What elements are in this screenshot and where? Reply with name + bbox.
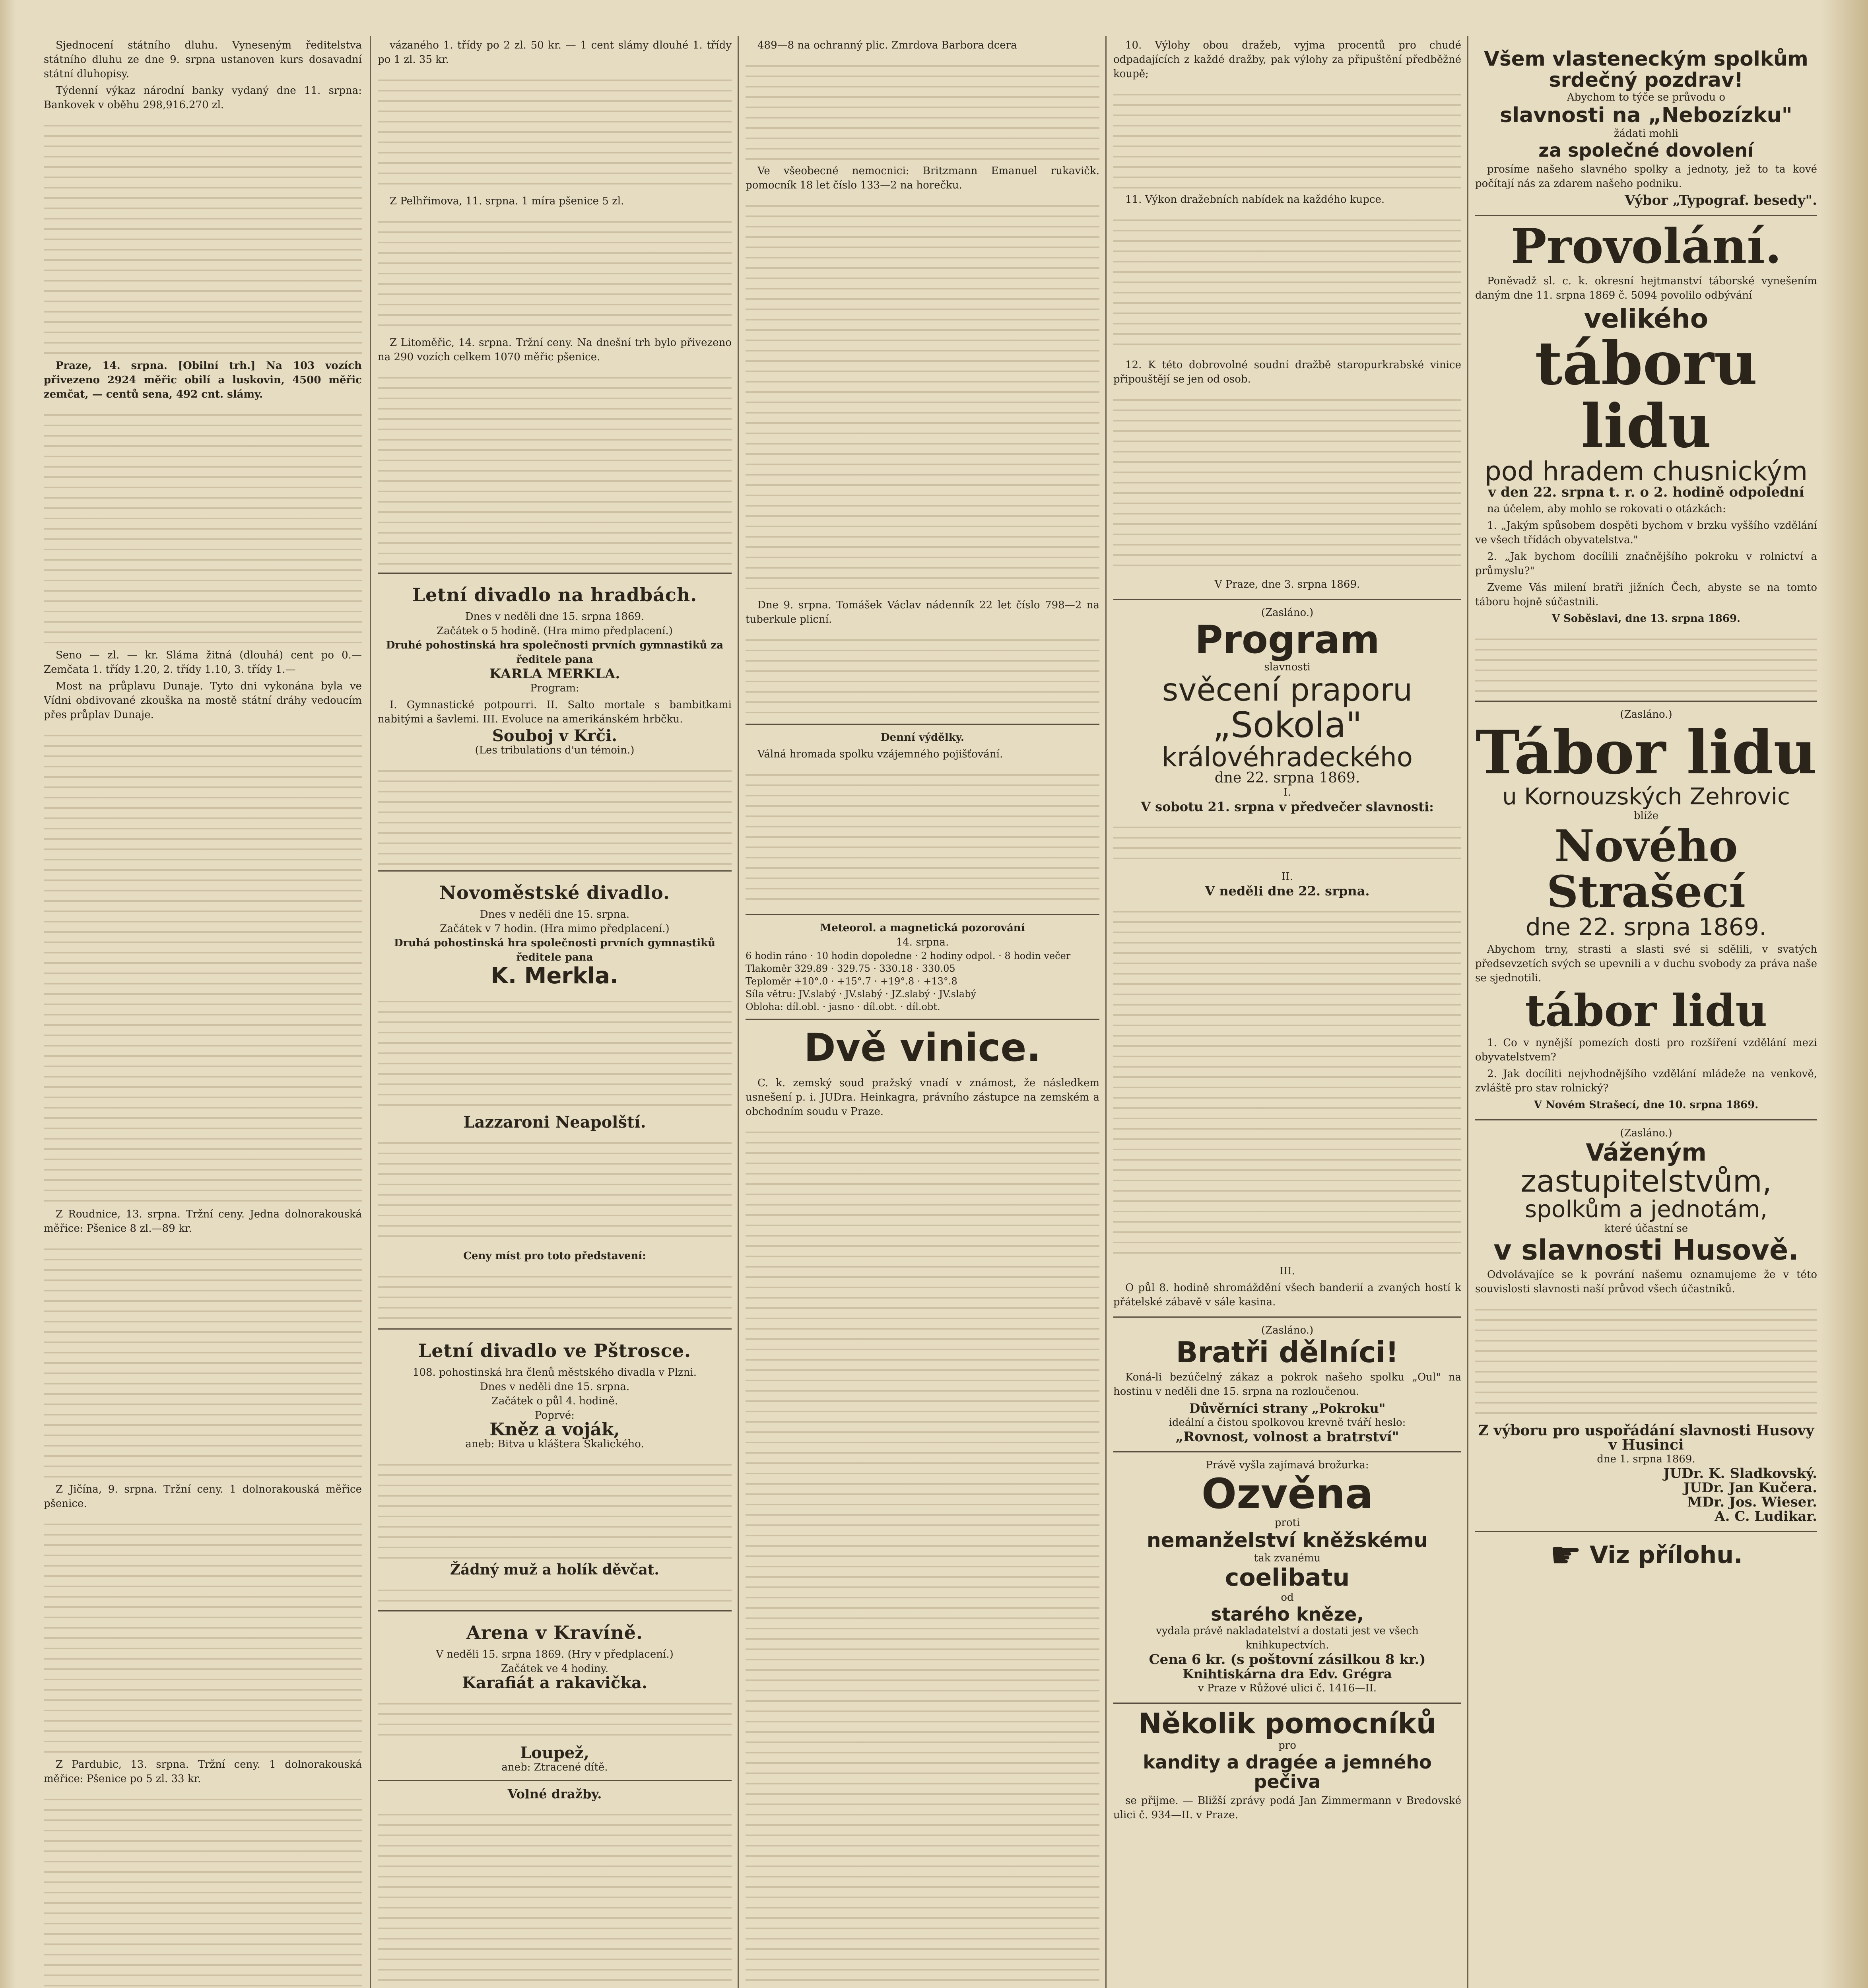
pointing-hand-icon: ☛	[1550, 1534, 1582, 1576]
weather-title: Meteorol. a magnetická pozorování	[820, 922, 1025, 934]
play-subtitle: aneb: Ztracené dítě.	[501, 1761, 608, 1773]
play-title: Kněz a voják,	[489, 1419, 620, 1440]
ad-motto: „Rovnost, volnost a bratrství"	[1175, 1429, 1399, 1445]
divider	[378, 1610, 732, 1611]
ad-line: pečiva	[1254, 1771, 1321, 1792]
section-number: II.	[1282, 871, 1293, 883]
text-block	[378, 1805, 732, 1988]
text-block	[44, 1515, 362, 1753]
ad-text: Právě vyšla zajímavá brožurka:	[1206, 1459, 1369, 1471]
ad-text: prosíme našeho slavného spolky a jednoty, jež to ta kové počítají nás za zdarem našeho podniku.	[1475, 163, 1817, 190]
ad-text: které účastní se	[1604, 1223, 1688, 1235]
ad-title: Všem vlasteneckým spolkům	[1484, 47, 1808, 70]
text-block	[378, 761, 732, 865]
divider	[378, 1328, 732, 1330]
notice-title: Dvě vinice.	[804, 1025, 1041, 1070]
performer-name: KARLA MERKLA.	[489, 666, 620, 682]
ad-title: Provolání.	[1511, 218, 1782, 274]
ad-title: Tábor lidu	[1475, 718, 1817, 788]
column-5	[1475, 36, 1817, 1988]
ad-title: Program	[1195, 617, 1380, 662]
ad-line: „Sokola"	[1212, 704, 1362, 746]
theatre-date: Dnes v neděli dne 15. srpna 1869.	[465, 611, 645, 623]
weather-row: Tlakoměr 329.89 · 329.75 · 330.18 · 330.05	[746, 963, 955, 974]
ad-heading: Z výboru pro uspořádání slavnosti Husovy v Husinci	[1478, 1422, 1814, 1453]
program-label: Program:	[530, 682, 579, 694]
text-block	[1475, 1300, 1817, 1419]
theatre-title: Letní divadlo ve Pštrosce.	[418, 1340, 691, 1361]
text-block	[378, 1581, 732, 1605]
ad-text: Zveme Vás milení bratři jižních Čech, abyste se na tomto táboru hojně súčastnili.	[1475, 582, 1817, 608]
price-heading: Ceny míst pro toto představení:	[463, 1250, 646, 1262]
weather-row: Obloha: díl.obl. · jasno · díl.obt. · díl.obt.	[746, 1001, 940, 1012]
ad-line: Nového Strašecí	[1546, 820, 1746, 918]
column-3	[746, 36, 1099, 1988]
text-block	[378, 1267, 732, 1323]
ad-line: Váženým	[1586, 1139, 1707, 1167]
ad-date: dne 22. srpna 1869.	[1525, 913, 1767, 941]
text-block	[1113, 211, 1461, 354]
page-edge	[1820, 0, 1868, 1988]
ad-date: dne 22. srpna 1869.	[1214, 770, 1360, 786]
theatre-time: Začátek o půl 4. hodině.	[491, 1395, 618, 1407]
ad-text: na účelem, aby mohlo se rokovati o otázkách:	[1487, 503, 1726, 515]
supplement-label: Viz přílohu.	[1589, 1541, 1743, 1569]
signature-line: V Praze, dne 3. srpna 1869.	[1214, 579, 1360, 590]
market-report: Z Roudnice, 13. srpna. Tržní ceny. Jedna dolnorakouská měřice: Pšenice 8 zl.—89 kr.	[44, 1208, 362, 1235]
zaslano-label: (Zasláno.)	[1261, 1324, 1314, 1337]
ad-signature: JUDr. Jan Kučera.	[1684, 1479, 1817, 1496]
ad-text: tak zvanému	[1254, 1552, 1321, 1564]
pomocnik-ad	[1113, 1703, 1461, 1822]
divider	[378, 573, 732, 574]
theatre-time: Začátek v 7 hodin. (Hra mimo předplacení.)	[440, 923, 670, 935]
bratri-ad	[1113, 1316, 1461, 1444]
news-paragraph: Válná hromada spolku vzájemného pojišťování.	[757, 748, 1003, 760]
text-block	[1113, 818, 1461, 866]
news-paragraph: 12. K této dobrovolné soudní dražbě staropurkrabské vinice připouštějí se jen od osob.	[1113, 359, 1461, 385]
ad-heading: V sobotu 21. srpna v předvečer slavnosti:	[1141, 799, 1434, 815]
news-paragraph: Ve všeobecné nemocnici: Britzmann Emanuel rukavičk. pomocník 18 let číslo 133—2 na horečku.	[746, 165, 1099, 191]
ad-signature: V Novém Strašecí, dne 10. srpna 1869.	[1534, 1099, 1759, 1111]
ad-text: 1. Co v nynější pomezích dosti pro rozšíření vzdělání mezi obyvatelstvem?	[1475, 1037, 1817, 1064]
ad-line: svěcení praporu	[1162, 672, 1413, 708]
text-block	[44, 1240, 362, 1478]
first-label: Poprvé:	[534, 1409, 575, 1421]
divider	[378, 870, 732, 872]
section-number: I.	[1284, 786, 1291, 799]
column-rule	[1105, 36, 1107, 1988]
ad-text: Poněvadž sl. c. k. okresní hejtmanství táborské vynešením daným dne 11. srpna 1869 č. 5094 povolilo odbývání	[1475, 275, 1817, 301]
ad-text: se přijme. — Bližší zprávy podá Jan Zimmermann v Bredovské ulici č. 934—II. v Praze.	[1113, 1795, 1461, 1821]
ad-title: srdečný pozdrav!	[1549, 68, 1744, 91]
ad-line: slavnosti na „Nebozízku"	[1500, 103, 1792, 127]
column-4	[1113, 36, 1461, 1988]
theatre-date: V neděli 15. srpna 1869. (Hry v předplacení.)	[436, 1648, 674, 1660]
divider	[746, 724, 1099, 725]
ad-shop: Knihtiskárna dra Edv. Grégra	[1183, 1666, 1392, 1681]
ad-signature: JUDr. K. Sladkovský.	[1663, 1465, 1817, 1481]
news-paragraph: Dne 9. srpna. Tomášek Václav nádenník 22 let číslo 798—2 na tuberkule plicní.	[746, 599, 1099, 625]
text-block	[378, 212, 732, 332]
news-paragraph: C. k. zemský soud pražský vnadí v známost, že následkem usnešení p. i. JUDra. Heinkagra, právního zástupce na zemském a obchodním soudu v Praze.	[746, 1077, 1099, 1118]
theatre-title: Novoměstské divadlo.	[439, 882, 670, 903]
text-block	[44, 116, 362, 355]
price-table	[44, 406, 362, 644]
ad-text: 2. „Jak bychom docílili značnějšího pokroku v rolnictví a průmyslu?"	[1475, 551, 1817, 577]
ad-title: Bratři dělníci!	[1176, 1336, 1399, 1369]
text-block	[378, 368, 732, 567]
news-paragraph: Seno — zl. — kr. Sláma žitná (dlouhá) cent po 0.— Zemčata 1. třídy 1.20, 2. třídy 1.10, 3. třídy 1.—	[44, 649, 362, 676]
weather-day: 14. srpna.	[896, 936, 949, 948]
theatre-title: Letní divadlo na hradbách.	[412, 584, 697, 606]
column-2	[378, 36, 732, 1988]
weather-row: 6 hodin ráno · 10 hodin dopoledne · 2 hodiny odpol. · 8 hodin večer	[746, 950, 1071, 961]
ad-signature: V Soběslavi, dne 13. srpna 1869.	[1551, 613, 1741, 625]
ad-text: od	[1281, 1591, 1294, 1604]
theatre-time: Začátek ve 4 hodiny.	[501, 1662, 609, 1675]
text-block	[44, 1790, 362, 1988]
page-fold	[0, 0, 16, 1988]
ad-title: Ozvěna	[1201, 1469, 1373, 1518]
play-title: Žádný muž a holík děvčat.	[450, 1561, 659, 1578]
divider	[378, 1780, 732, 1781]
ad-text: žádati mohli	[1614, 127, 1679, 140]
ad-line: kandity a dragée a jemného	[1143, 1751, 1432, 1773]
ad-date: v den 22. srpna t. r. o 2. hodině odpolední	[1488, 484, 1804, 501]
theatre-event: Druhé pohostinská hra společnosti prvních gymnastiků za ředitele pana	[386, 639, 724, 666]
news-paragraph: vázaného 1. třídy po 2 zl. 50 kr. — 1 cent slámy dlouhé 1. třídy po 1 zl. 35 kr.	[378, 39, 732, 66]
program-items: I. Gymnastické potpourri. II. Salto mortale s bambitkami nabitými a šavlemi. III. Evoluce na amerikánském hrbčku.	[378, 699, 732, 725]
text-block	[1475, 630, 1817, 693]
text-block	[1113, 902, 1461, 1260]
theatre-time: Začátek o 5 hodině. (Hra mimo předplacení.)	[437, 625, 673, 637]
ad-line: za společné dovolení	[1538, 139, 1754, 161]
ad-price: Cena 6 kr. (s poštovní zásilkou 8 kr.)	[1149, 1651, 1426, 1668]
news-paragraph: 489—8 na ochranný plic. Zmrdova Barbora dcera	[757, 39, 1017, 51]
column-rule	[738, 36, 739, 1988]
ad-line: velikého	[1584, 303, 1709, 334]
market-report: Praze, 14. srpna. [Obilní trh.] Na 103 vozích přivezeno 2924 měřic obilí a luskovin, 4500 měřic zemčat, — centů sena, 492 cnt. slámy.	[44, 360, 362, 400]
ad-title: táboru lidu	[1535, 328, 1757, 461]
market-report: Z Pardubic, 13. srpna. Tržní ceny. 1 dolnorakouská měřice: Pšenice po 5 zl. 33 kr.	[44, 1759, 362, 1785]
ozvena-ad	[1113, 1451, 1461, 1695]
text-block	[378, 1134, 732, 1245]
tabor-ad	[1475, 701, 1817, 1112]
ad-signature: Výbor „Typograf. besedy".	[1625, 192, 1817, 208]
greeting-ad	[1475, 43, 1817, 208]
theatre-title: Arena v Kravíně.	[466, 1621, 643, 1643]
ad-line: tábor lidu	[1525, 984, 1767, 1036]
ad-text: blíže	[1633, 810, 1659, 822]
ad-line: coelibatu	[1225, 1563, 1350, 1592]
weather-row: Síla větru: JV.slabý · JV.slabý · JZ.slabý · JV.slabý	[746, 988, 976, 1000]
ad-text: Abychom to týče se průvodu o	[1567, 91, 1726, 103]
market-report: Z Litoměřic, 14. srpna. Tržní ceny. Na dnešní trh bylo přivezeno na 290 vozích celkem 1070 měřic pšenice.	[378, 337, 732, 363]
play-title: Souboj v Krči.	[492, 726, 617, 745]
ad-line: spolkům a jednotám,	[1524, 1196, 1768, 1223]
ad-heading: V neděli dne 22. srpna.	[1205, 883, 1370, 899]
zaslano-label: (Zasláno.)	[1620, 709, 1672, 721]
ad-line: starého kněze,	[1211, 1603, 1364, 1625]
ad-text: 2. Jak docíliti nejvhodnějšího vzdělání mládeže na venkově, zvláště pro stav rolnický?	[1475, 1068, 1817, 1095]
section-heading: Denní výdělky.	[881, 732, 964, 744]
performer-name: K. Merkla.	[491, 963, 619, 989]
theatre-event: Druhá pohostinská hra společnosti prvních gymnastiků ředitele pana	[394, 937, 715, 963]
hus-ad	[1475, 1119, 1817, 1523]
ad-text: proti	[1274, 1517, 1300, 1529]
ad-signature: MDr. Jos. Wieser.	[1687, 1494, 1817, 1510]
text-block	[1113, 390, 1461, 573]
divider	[746, 1019, 1099, 1020]
text-block	[746, 196, 1099, 594]
ad-line: pod hradem chusnickým	[1484, 456, 1808, 487]
column-rule	[1467, 36, 1468, 1988]
play-title: Lazzaroni Neapolští.	[463, 1112, 646, 1132]
ad-line: královéhradeckého	[1161, 742, 1413, 773]
zaslano-label: (Zasláno.)	[1620, 1127, 1672, 1140]
ad-address: v Praze v Růžové ulici č. 1416—II.	[1198, 1682, 1377, 1694]
ad-text: 1. „Jakým spůsobem dospěti bychom v brzku vyššího vzdělání ve všech třídách obyvatelstva."	[1475, 520, 1817, 546]
text-block	[746, 765, 1099, 909]
ad-title: Několik pomocníků	[1138, 1707, 1436, 1740]
play-title: Loupež,	[520, 1743, 589, 1762]
news-paragraph: Týdenní výkaz národní banky vydaný dne 11. srpna: Bankovek v oběhu 298,916.270 zl.	[44, 85, 362, 111]
ad-line: v slavnosti Husově.	[1493, 1234, 1799, 1267]
ad-line: zastupitelstvům,	[1520, 1163, 1772, 1199]
ad-text: Abychom trny, strasti a slasti své si sdělili, v svatých předsevzetích svých se upevnili a v duchu svobody za práva naše se sjednotili.	[1475, 943, 1817, 984]
play-subtitle: aneb: Bitva u kláštera Skalického.	[465, 1438, 644, 1450]
news-paragraph: 11. Výkon dražebních nabídek na každého kupce.	[1125, 194, 1385, 206]
zaslano-label: (Zasláno.)	[1261, 607, 1314, 619]
ad-text: Koná-li bezúčelný zákaz a pokrok našeho spolku „Oul" na hostinu v neděli dne 15. srpna na rozloučenou.	[1113, 1371, 1461, 1398]
theatre-event: 108. pohostinská hra členů městského divadla v Plzni.	[412, 1366, 697, 1378]
text-block	[378, 71, 732, 190]
text-block	[746, 631, 1099, 718]
column-1	[44, 36, 362, 1988]
text-block	[378, 1455, 732, 1559]
ad-heading: Důvěrníci strany „Pokroku"	[1189, 1400, 1386, 1416]
supplement-note	[1475, 1531, 1817, 1576]
column-rule	[370, 36, 371, 1988]
text-block	[746, 56, 1099, 160]
play-title: Karafiát a rakavička.	[462, 1673, 647, 1692]
section-heading: Volné dražby.	[507, 1786, 602, 1802]
divider	[746, 914, 1099, 915]
news-paragraph: Most na průplavu Dunaje. Tyto dni vykonána byla ve Vídni obdivované zkouška na mostě státní dráhy vedoucím přes průplav Dunaje.	[44, 680, 362, 721]
ad-subtitle: slavnosti	[1264, 661, 1311, 673]
news-paragraph: 10. Výlohy obou dražeb, vyjma procentů pro chudé odpadajících z každé dražby, pak výlohy za připuštění předběžné koupě;	[1113, 39, 1461, 80]
ad-signature: A. C. Ludikar.	[1715, 1508, 1817, 1524]
text-block	[746, 1123, 1099, 1988]
text-block	[1113, 85, 1461, 188]
section-number: III.	[1279, 1265, 1295, 1277]
ad-text: ideální a čistou spolkovou krevně tváří heslo:	[1169, 1416, 1406, 1429]
ad-text: O půl 8. hodině shromáždění všech banderií a zvaných hostí k přátelské zábavě v sále kasina.	[1113, 1282, 1461, 1309]
theatre-date: Dnes v neděli dne 15. srpna.	[480, 1380, 630, 1393]
ad-line: u Kornouzských Zehrovic	[1502, 782, 1790, 810]
theatre-date: Dnes v neděli dne 15. srpna.	[480, 909, 630, 920]
market-report: Z Jičína, 9. srpna. Tržní ceny. 1 dolnorakouská měřice pšenice.	[44, 1483, 362, 1510]
text-block	[44, 726, 362, 1203]
ad-date: dne 1. srpna 1869.	[1597, 1453, 1695, 1465]
provolani-ad	[1475, 215, 1817, 694]
news-paragraph: Sjednocení státního dluhu. Vyneseným ředitelstva státního dluhu ze dne 9. srpna ustanoven kurs dosavadní státní dluhopisy.	[44, 39, 362, 80]
ad-text: vydala právě nakladatelství a dostati jest ve všech knihkupectvích.	[1156, 1625, 1419, 1651]
weather-row: Teploměr +10°.0 · +15°.7 · +19°.8 · +13°.8	[746, 976, 957, 987]
ad-line: nemanželství kněžskému	[1146, 1529, 1428, 1552]
ad-text: Odvolávajíce se k povrání našemu oznamujeme že v této souvislosti slavnosti naší průvod všech účastníků.	[1475, 1268, 1817, 1295]
text-block	[378, 992, 732, 1111]
program-ad	[1113, 599, 1461, 1309]
play-subtitle: (Les tribulations d'un témoin.)	[475, 744, 635, 756]
text-block	[378, 1694, 732, 1742]
ad-text: pro	[1278, 1740, 1296, 1752]
market-report: Z Pelhřimova, 11. srpna. 1 míra pšenice 5 zl.	[390, 195, 624, 207]
